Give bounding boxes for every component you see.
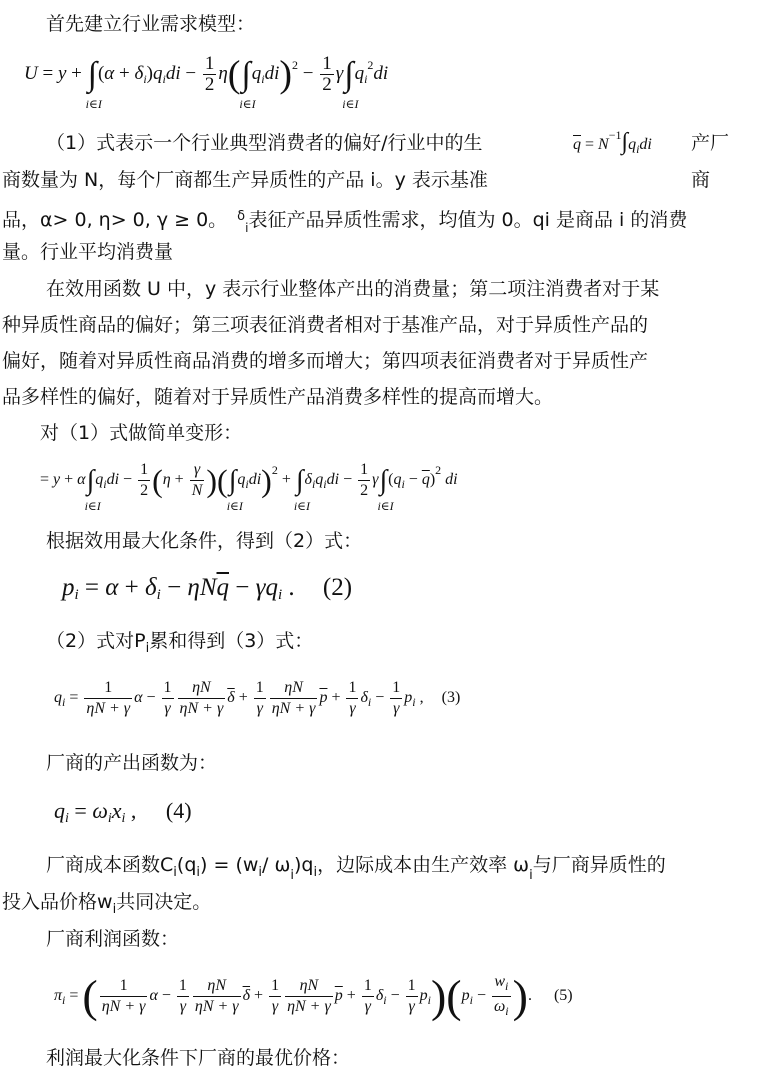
equation-average-consumption: $\overline{q} = N^{-1}\int q_idi$ <box>573 128 652 156</box>
equation-number-2: (2) <box>322 574 353 601</box>
equation-output: $q_i = \omega_ix_i$ , (4) <box>54 798 192 826</box>
equation-quantity: $q_i$ = $\frac{1}{\eta N + \gamma}$ α − $\frac{1}{\gamma}$ $\frac{\eta N}{\eta N + \gamma}$ $\overline{\delta}$ + $\frac{1}{\gamma}$ $\frac{\eta N}{\eta N + \gamma}$ $\overline{p}$ + $\frac{1}{\gamma}$ $\delta_i$ − $\frac{1}{\gamma}$ $p_i$ , (3) <box>54 679 461 717</box>
text-paragraph-2-line3: 偏好，随着对异质性商品消费的增多而增大；第四项表征消费者对于异质性产 <box>2 350 649 372</box>
text-paragraph-1-line2-end: 商 <box>691 169 711 191</box>
text-paragraph-2-line1: 在效用函数 U 中，y 表示行业整体产出的消费量；第二项注消费者对于某 <box>46 278 660 300</box>
equation-price: $p_i = \alpha + \delta_i - \eta N\overline{q} - \gamma q_i$ . (2) <box>62 574 353 603</box>
text-paragraph-1-line1-end: 产厂 <box>691 132 730 154</box>
text-paragraph-1-line2: 商数量为 N，每个厂商都生产异质性的产品 i。y 表示基准 <box>2 169 488 191</box>
text-max-condition: 根据效用最大化条件，得到（2）式： <box>46 530 363 552</box>
text-optimal-price: 利润最大化条件下厂商的最优价格： <box>46 1047 351 1069</box>
text-cost-function-cont: 投入品价格$w_i$共同决定。 <box>2 891 212 917</box>
text-paragraph-1-line1: （1）式表示一个行业典型消费者的偏好/行业中的生 <box>46 132 483 154</box>
text-transform-intro: 对（1）式做简单变形： <box>40 422 243 444</box>
text-paragraph-1-line4: 量。行业平均消费量 <box>2 241 174 263</box>
equation-utility: U = y + ∫ i∈I $(\alpha + \delta_i)q_idi$ − $\frac{1}{2}$ η(∫ i∈I $q_idi)^2$ − $\frac{1}{2}$ γ∫ i∈I $q_i^2di$ <box>24 53 389 111</box>
equation-number-4: (4) <box>165 798 192 823</box>
equation-profit: $\pi_i$ = ( $\frac{1}{\eta N + \gamma}$ α − $\frac{1}{\gamma}$ $\frac{\eta N}{\eta N + \gamma}$ $\overline{\delta}$ + $\frac{1}{\gamma}$ $\frac{\eta N}{\eta N + \gamma}$ $\overline{p}$ + $\frac{1}{\gamma}$ $\delta_i$ − $\frac{1}{\gamma}$ $p_i)(p_i$ − $\frac{w_i}{\omega_i}$ ). (5) <box>54 970 573 1022</box>
text-paragraph-1-line3: 品，α> 0, η> 0, γ ≥ 0。 $^\delta_i$表征产品异质性需求，均值为 0。qi 是商品 i 的消费 <box>2 209 688 235</box>
equation-number-5: (5) <box>553 987 573 1005</box>
text-paragraph-2-line2: 种异质性商品的偏好；第三项表征消费者相对于基准产品，对于异质性产品的 <box>2 314 649 336</box>
text-paragraph-2-line4: 品多样性的偏好，随着对于异质性产品消费多样性的提高而增大。 <box>2 386 554 408</box>
text-output-function: 厂商的产出函数为： <box>46 752 218 774</box>
text-summation: （2）式对$P_i$累和得到（3）式： <box>46 630 314 656</box>
equation-number-3: (3) <box>441 689 461 707</box>
equation-transformed: = y + α∫ i∈I $q_idi$ − $\frac{1}{2}$ (η + $\frac{\gamma}{N}$ )(∫ i∈I $q_idi)^2$ + ∫ i∈I $\delta_iq_idi$ − $\frac{1}{2}$ γ∫ i∈I $(q_i - \overline{q})^2$ di <box>40 461 458 513</box>
text-intro: 首先建立行业需求模型： <box>46 13 256 35</box>
text-profit-function: 厂商利润函数： <box>46 928 180 950</box>
text-cost-function: 厂商成本函数$C_i(q_i) = (w_i/$ $\omega_i)q_i$，边际成本由生产效率 $\omega_i$与厂商异质性的 <box>46 854 666 883</box>
